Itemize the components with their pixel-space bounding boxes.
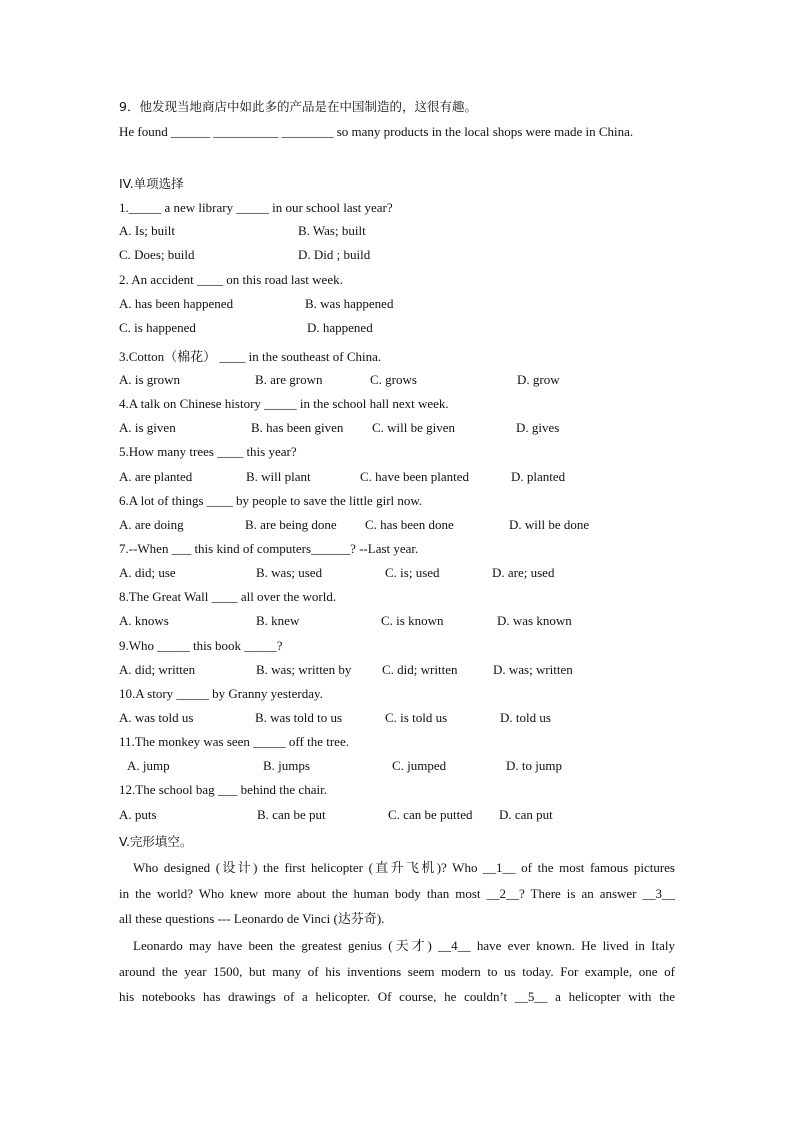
question-10-option: B. was told to us (255, 710, 343, 725)
question-1-option: A. Is; built (119, 223, 175, 238)
question-11-option: B. jumps (263, 758, 310, 773)
question-stem-3: 3.Cotton（棉花） ____ in the southeast of China. (119, 349, 382, 364)
question-10-option: C. is told us (385, 710, 448, 725)
question-3-option: D. grow (517, 372, 560, 387)
q9-english-sentence: He found ______ __________ ________ so many products in the local shops were made in China. (119, 124, 634, 139)
question-10-option: A. was told us (119, 710, 194, 725)
question-8-option: A. knows (119, 613, 169, 628)
q9-chinese-sentence: 9．他发现当地商店中如此多的产品是在中国制造的，这很有趣。 (119, 99, 477, 114)
question-2-option: C. is happened (119, 320, 196, 335)
question-5-option: D. planted (511, 469, 566, 484)
question-1-option: C. Does; build (119, 247, 195, 262)
question-stem-4: 4.A talk on Chinese history _____ in the school hall next week. (119, 396, 449, 411)
question-6-option: C. has been done (365, 517, 454, 532)
question-7-option: D. are; used (492, 565, 555, 580)
question-stem-6: 6.A lot of things ____ by people to save the little girl now. (119, 493, 423, 508)
question-6-option: D. will be done (509, 517, 590, 532)
cloze-line: his notebooks has drawings of a helicopter. Of course, he couldn’t __5__ a helicopter with the (119, 989, 675, 1004)
cloze-line: around the year 1500, but many of his inventions seem modern to us today. For example, one of (119, 963, 675, 979)
question-3-option: B. are grown (255, 372, 323, 387)
cloze-line: Who designed (设计) the first helicopter (直升飞机)? Who __1__ of the most famous pictures (133, 860, 675, 875)
question-9-option: A. did; written (119, 662, 196, 677)
question-12-option: C. can be putted (388, 807, 473, 822)
question-7-option: B. was; used (256, 565, 323, 580)
question-5-option: B. will plant (246, 469, 311, 484)
question-stem-2: 2. An accident ____ on this road last week. (119, 272, 343, 287)
question-5-option: C. have been planted (360, 469, 470, 484)
question-2-option: A. has been happened (119, 296, 234, 311)
question-6-option: A. are doing (119, 517, 184, 532)
question-stem-1: 1._____ a new library _____ in our school last year? (119, 200, 393, 215)
question-10-option: D. told us (500, 710, 551, 725)
question-9-option: C. did; written (382, 662, 458, 677)
question-stem-10: 10.A story _____ by Granny yesterday. (119, 686, 323, 701)
cloze-paragraph-1 (119, 855, 675, 932)
section-4-title: IV.单项选择 (119, 176, 184, 191)
cloze-line: all these questions --- Leonardo de Vinci (达芬奇). (119, 911, 385, 926)
question-8-option: D. was known (497, 613, 572, 628)
question-4-option: D. gives (516, 420, 560, 435)
cloze-line: Leonardo may have been the greatest genius (天才) __4__ have ever known. He lived in Italy (133, 938, 675, 953)
question-4-option: B. has been given (251, 420, 344, 435)
question-7-option: A. did; use (119, 565, 176, 580)
question-8-option: C. is known (381, 613, 444, 628)
section-5-title: V.完形填空。 (119, 834, 193, 849)
question-9-option: D. was; written (493, 662, 573, 677)
question-8-option: B. knew (256, 613, 300, 628)
question-12-option: D. can put (499, 807, 553, 822)
question-5-option: A. are planted (119, 469, 193, 484)
question-stem-12: 12.The school bag ___ behind the chair. (119, 782, 327, 797)
question-1-option: B. Was; built (298, 223, 366, 238)
question-3-option: C. grows (370, 372, 417, 387)
question-7-option: C. is; used (385, 565, 440, 580)
question-11-option: A. jump (127, 758, 170, 773)
question-1-option: D. Did ; build (298, 247, 371, 262)
question-11-option: D. to jump (506, 758, 562, 773)
question-stem-9: 9.Who _____ this book _____? (119, 638, 283, 653)
question-2-option: D. happened (307, 320, 373, 335)
question-11-option: C. jumped (392, 758, 447, 773)
question-12-option: A. puts (119, 807, 157, 822)
question-9-option: B. was; written by (256, 662, 352, 677)
question-12-option: B. can be put (257, 807, 326, 822)
cloze-paragraph-2 (119, 933, 675, 1010)
cloze-line: in the world? Who knew more about the human body than most __2__? There is an answer __3__ (119, 885, 675, 901)
question-3-option: A. is grown (119, 372, 181, 387)
question-stem-8: 8.The Great Wall ____ all over the world. (119, 589, 337, 604)
question-2-option: B. was happened (305, 296, 394, 311)
question-4-option: C. will be given (372, 420, 456, 435)
question-stem-7: 7.--When ___ this kind of computers______? --Last year. (119, 541, 419, 556)
question-6-option: B. are being done (245, 517, 337, 532)
question-stem-11: 11.The monkey was seen _____ off the tree. (119, 734, 349, 749)
question-stem-5: 5.How many trees ____ this year? (119, 444, 297, 459)
question-4-option: A. is given (119, 420, 176, 435)
